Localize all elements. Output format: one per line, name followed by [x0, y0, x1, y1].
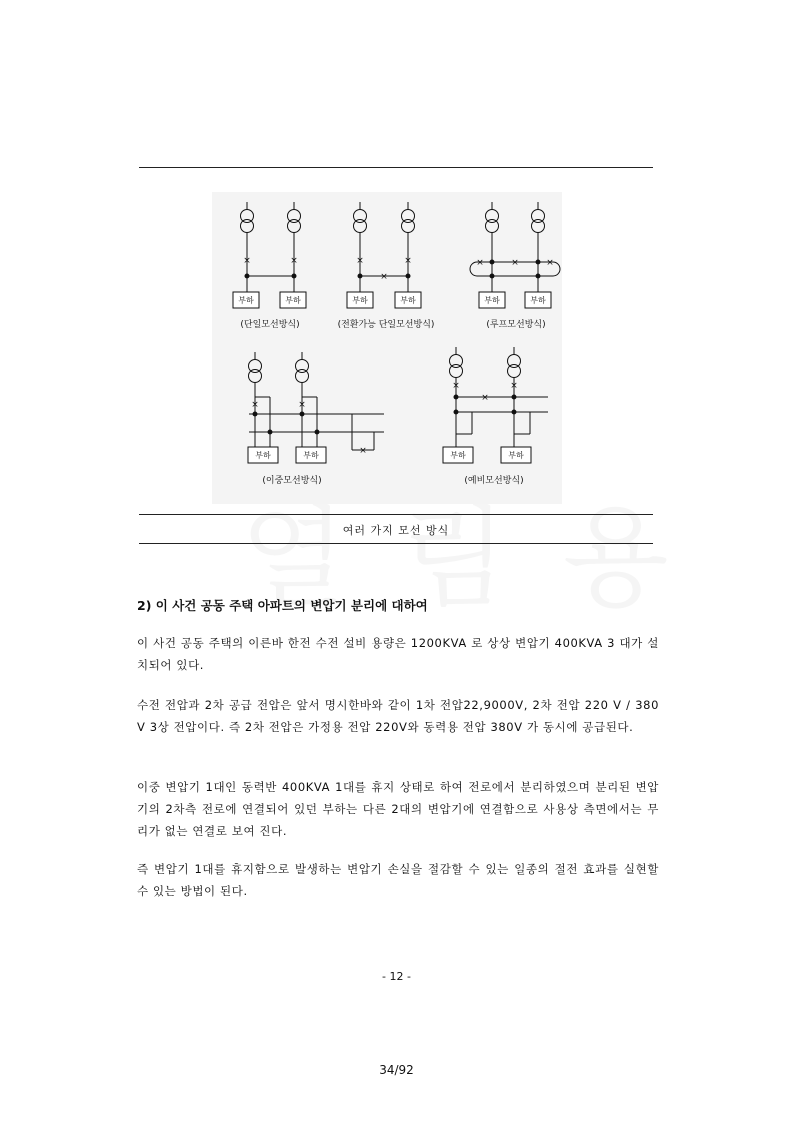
paragraph-2: 수전 전압과 2차 공급 전압은 앞서 명시한바와 같이 1차 전압22,9000V, 2차 전압 220 V / 380 V 3상 전압이다. 즉 2차 전압은 가정용 전압 220V와 동력용 전압 380V 가 동시에 공급된다. [137, 698, 659, 734]
paragraph-3: 이중 변압기 1대인 동력반 400KVA 1대를 휴지 상태로 하여 전로에서 분리하였으며 분리된 변압기의 2차측 전로에 연결되어 있던 부하는 다른 2대의 변압기에 연결함으로 사용상 측면에서는 무리가 없는 연결로 보여 진다. [137, 780, 659, 838]
bus-tie-breaker-mark: × [380, 272, 388, 282]
diagram-label: (루프모선방식) [486, 320, 546, 330]
breaker-mark: × [510, 381, 518, 391]
diagram-loop-bus [470, 202, 560, 330]
load-box-label: 부하 [484, 296, 500, 305]
diagram-label: (이중모선방식) [262, 476, 322, 486]
breaker-mark: × [290, 256, 298, 266]
loop-breaker-mark: × [511, 258, 519, 268]
load-box-label: 부하 [400, 296, 416, 305]
load-box-label: 부하 [508, 451, 524, 460]
loop-breaker-mark: × [546, 258, 554, 268]
top-rule [139, 167, 653, 168]
load-box-label: 부하 [530, 296, 546, 305]
breaker-mark: × [298, 400, 306, 410]
load-box-label: 부하 [352, 296, 368, 305]
load-box-label: 부하 [255, 451, 271, 460]
load-box-label: 부하 [238, 296, 254, 305]
caption-top-rule [139, 514, 653, 515]
load-box-label: 부하 [450, 451, 466, 460]
breaker-mark: × [251, 400, 259, 410]
breaker-mark: × [452, 381, 460, 391]
caption-bottom-rule [139, 543, 653, 544]
page-number: - 12 - [382, 970, 411, 983]
page-counter: 34/92 [379, 1063, 414, 1077]
diagram-double-bus [248, 352, 384, 486]
diagram-single-bus [233, 202, 306, 330]
busbar-diagram-figure [212, 192, 562, 504]
load-box-label: 부하 [303, 451, 319, 460]
diagram-switchable-single-bus [338, 202, 435, 330]
coupler-breaker-mark: × [359, 446, 367, 456]
load-box-label: 부하 [285, 296, 301, 305]
diagram-label: (단일모선방식) [240, 320, 300, 330]
breaker-mark: × [243, 256, 251, 266]
loop-breaker-mark: × [476, 258, 484, 268]
diagram-reserve-bus [443, 347, 548, 486]
figure-caption: 여러 가지 모선 방식 [342, 524, 450, 537]
busbar-diagrams [212, 192, 562, 504]
paragraph-1: 이 사건 공동 주택의 이른바 한전 수전 설비 용량은 1200KVA 로 상상 변압기 400KVA 3 대가 설치되어 있다. [137, 636, 659, 672]
breaker-mark: × [356, 256, 364, 266]
diagram-label: (예비모선방식) [464, 476, 524, 486]
paragraph-4: 즉 변압기 1대를 휴지함으로 발생하는 변압기 손실을 절감할 수 있는 일종의 절전 효과를 실현할 수 있는 방법이 된다. [137, 862, 659, 898]
reserve-breaker-mark: × [481, 393, 489, 403]
section-heading: 2) 이 사건 공동 주택 아파트의 변압기 분리에 대하여 [137, 598, 428, 613]
diagram-label: (전환가능 단일모선방식) [337, 320, 435, 330]
breaker-mark: × [404, 256, 412, 266]
